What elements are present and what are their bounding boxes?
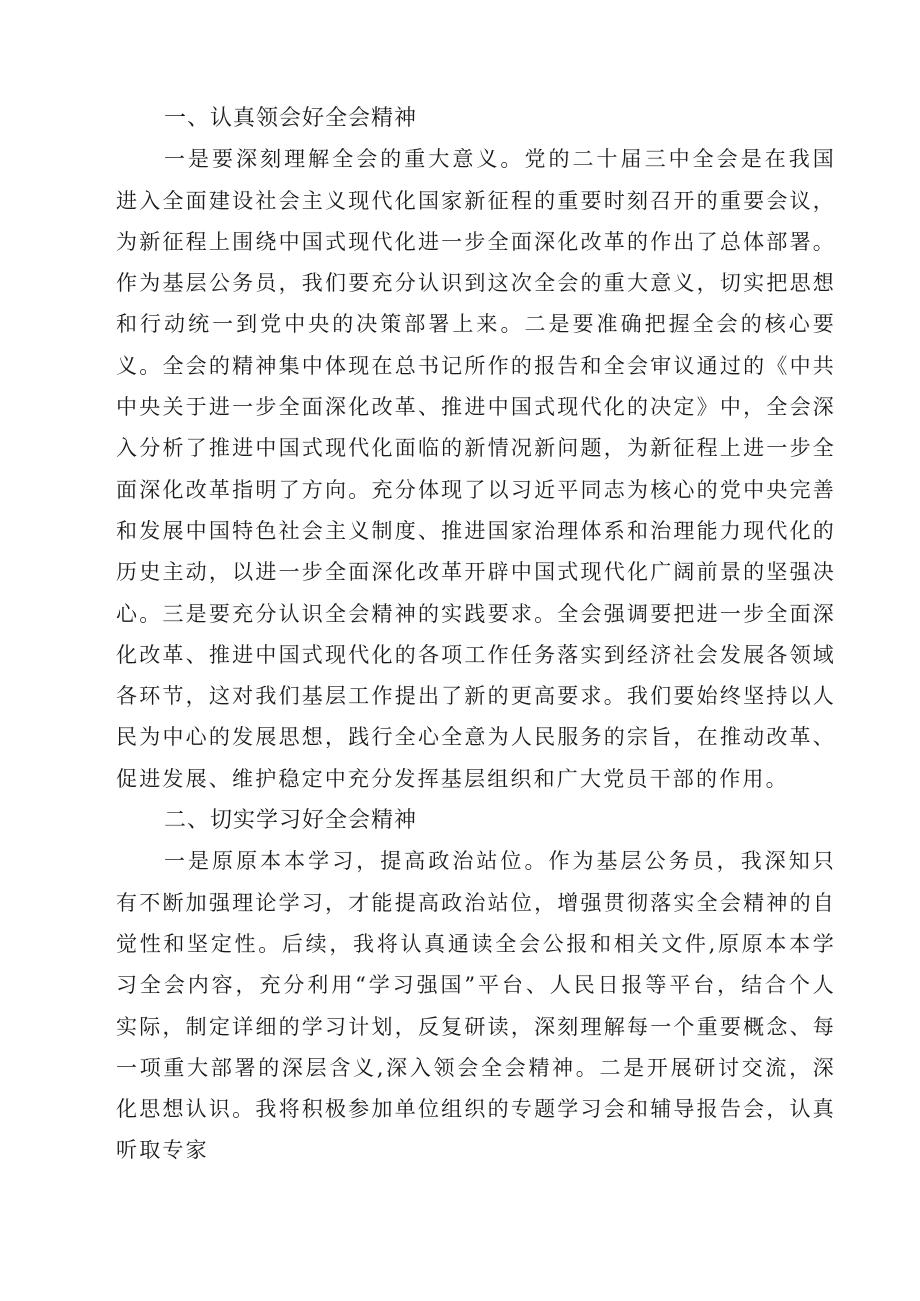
section-1-heading: 一、认真领会好全会精神 bbox=[164, 106, 418, 131]
document-body bbox=[116, 98, 836, 1172]
section-2-paragraph: 一是原原本本学习，提高政治站位。作为基层公务员，我深知只有不断加强理论学习，才能提高政治站位，增强贯彻落实全会精神的自觉性和坚定性。后续，我将认真通读全会公报和相关文件,原原本本学习全会内容，充分利用“学习强国”平台、人民日报等平台，结合个人实际，制定详细的学习计划，反复研读，深刻理解每一个重要概念、每一项重大部署的深层含义,深入领会全会精神。二是开展研讨交流，深化思想认识。我将积极参加单位组织的专题学习会和辅导报告会，认真听取专家 bbox=[116, 849, 836, 1163]
section-2-heading: 二、切实学习好全会精神 bbox=[164, 808, 418, 834]
section-1-paragraph: 一是要深刻理解全会的重大意义。党的二十届三中全会是在我国进入全面建设社会主义现代化国家新征程的重要时刻召开的重要会议，为新征程上围绕中国式现代化进一步全面深化改革的作出了总体部署。作为基层公务员，我们要充分认识到这次全会的重大意义，切实把思想和行动统一到党中央的决策部署上来。二是要准确把握全会的核心要义。全会的精神集中体现在总书记所作的报告和全会审议通过的《中共中央关于进一步全面深化改革、推进中国式现代化的决定》中，全会深入分析了推进中国式现代化面临的新情况新问题，为新征程上进一步全面深化改革指明了方向。充分体现了以习近平同志为核心的党中央完善和发展中国特色社会主义制度、推进国家治理体系和治理能力现代化的历史主动，以进一步全面深化改革开辟中国式现代化广阔前景的坚强决心。三是要充分认识全会精神的实践要求。全会强调要把进一步全面深化改革、推进中国式现代化的各项工作任务落实到经济社会发展各领域各环节，这对我们基层工作提出了新的更高要求。我们要始终坚持以人民为中心的发展思想，践行全心全意为人民服务的宗旨，在推动改革、促进发展、维护稳定中充分发挥基层组织和广大党员干部的作用。 bbox=[116, 147, 836, 791]
